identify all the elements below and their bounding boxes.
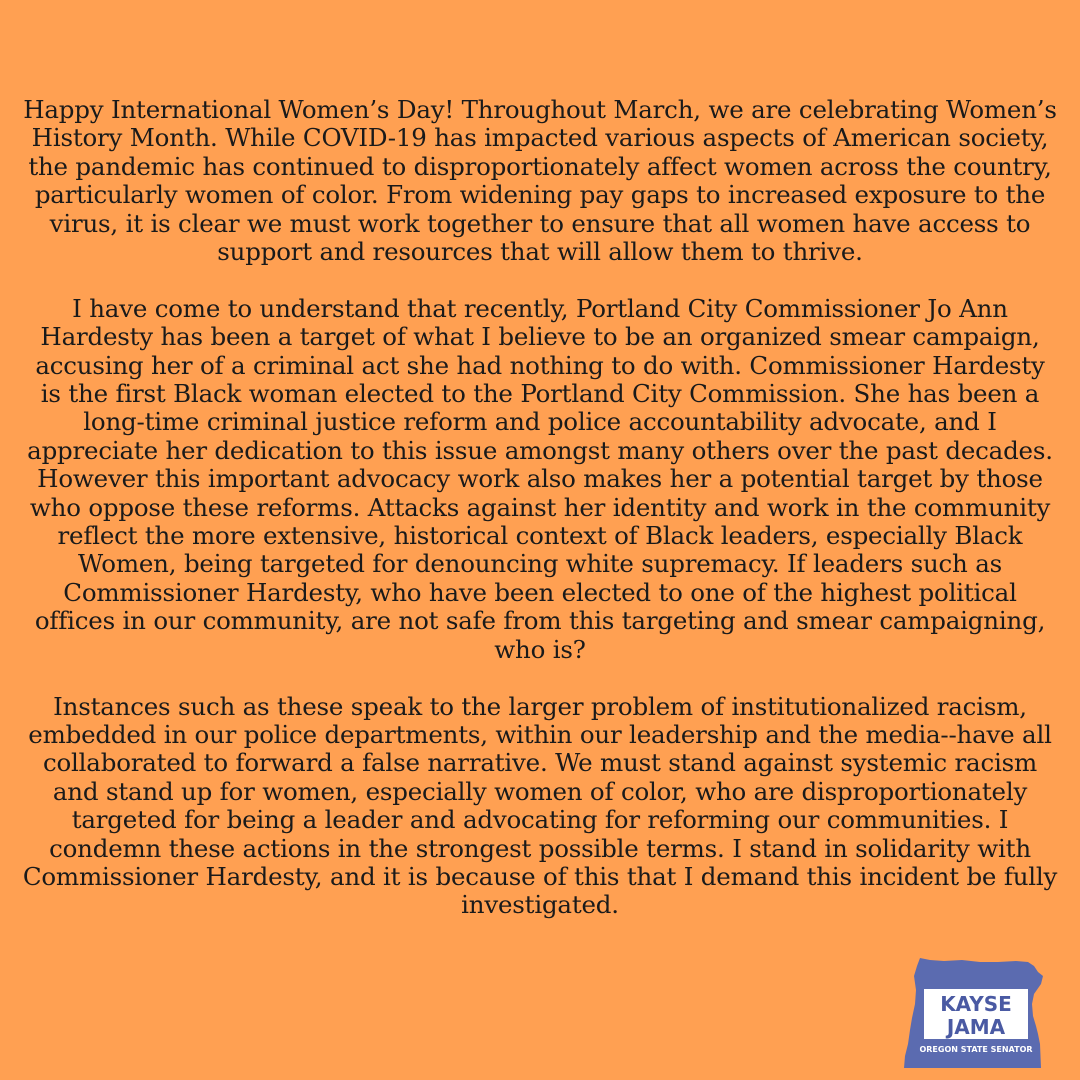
paragraph-womens-day: Happy International Women’s Day! Throughout March, we are celebrating Women’s History Month. While COVID-19 has impacted various aspects of American society, the pandemic has continued to disproportionately affect women across the country, particularly women of color. From widening pay gaps to increased exposure to the virus, it is clear we must work together to ensure that all women have access to support and resources that will allow them to thrive. — [23, 95, 1057, 267]
paragraph-systemic-racism: Instances such as these speak to the larger problem of institutionalized racism, embedded in our police departments, within our leadership and the media--have all collaborated to forward a false narrative. We must stand against systemic racism and stand up for women, especially women of color, who are disproportionately targeted for being a leader and advocating for reforming our communities. I condemn these actions in the strongest possible terms. I stand in solidarity with Commissioner Hardesty, and it is because of this that I demand this incident be fully investigated. — [22, 691, 1058, 920]
statement-text — [22, 96, 1058, 920]
first-name: KAYSE — [940, 992, 1012, 1016]
last-name: JAMA — [946, 1015, 1006, 1039]
senator-logo — [900, 956, 1050, 1072]
paragraph-hardesty: I have come to understand that recently, Portland City Commissioner Jo Ann Hardesty has been a target of what I believe to be an organized smear campaign, accusing her of a criminal act she had nothing to do with. Commissioner Hardesty is the first Black woman elected to the Portland City Commission. She has been a long-time criminal justice reform and police accountability advocate, and I appreciate her dedication to this issue amongst many others over the past decades. However this important advocacy work also makes her a potential target by those who oppose these reforms. Attacks against her identity and work in the community reflect the more extensive, historical context of Black leaders, especially Black Women, being targeted for denouncing white supremacy. If leaders such as Commissioner Hardesty, who have been elected to one of the highest political offices in our community, are not safe from this targeting and smear campaigning, who is? — [27, 293, 1053, 664]
senator-title: OREGON STATE SENATOR — [919, 1045, 1033, 1054]
oregon-state-icon — [900, 956, 1050, 1072]
